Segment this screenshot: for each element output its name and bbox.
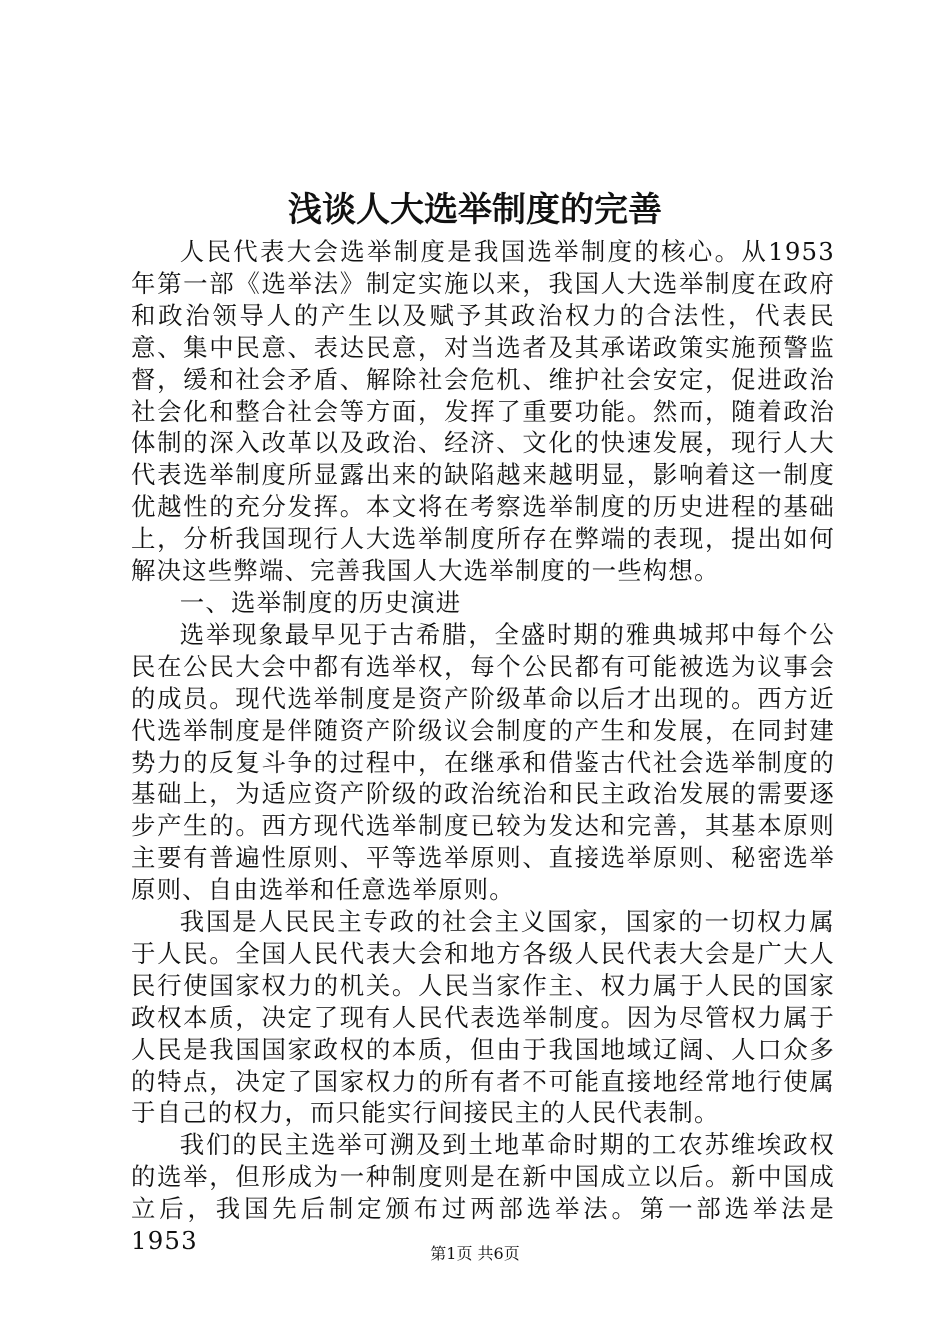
paragraph: 选举现象最早见于古希腊，全盛时期的雅典城邦中每个公民在公民大会中都有选举权，每个公民都有可能被选为议事会的成员。现代选举制度是资产阶级革命以后才出现的。西方近代选举制度是伴随资产阶级议会制度的产生和发展，在同封建势力的反复斗争的过程中，在继承和借鉴古代社会选举制度的基础上，为适应资产阶级的政治统治和民主政治发展的需要逐步产生的。西方现代选举制度已较为发达和完善，其基本原则主要有普遍性原则、平等选举原则、直接选举原则、秘密选举原则、自由选举和任意选举原则。 [131,619,835,905]
paragraph: 人民代表大会选举制度是我国选举制度的核心。从1953年第一部《选举法》制定实施以来，我国人大选举制度在政府和政治领导人的产生以及赋予其政治权力的合法性，代表民意、集中民意、表达民意，对当选者及其承诺政策实施预警监督，缓和社会矛盾、解除社会危机、维护社会安定，促进政治社会化和整合社会等方面，发挥了重要功能。然而，随着政治体制的深入改革以及政治、经济、文化的快速发展，现行人大代表选举制度所显露出来的缺陷越来越明显，影响着这一制度优越性的充分发挥。本文将在考察选举制度的历史进程的基础上，分析我国现行人大选举制度所存在弊端的表现，提出如何解决这些弊端、完善我国人大选举制度的一些构想。 [131,237,835,586]
page-footer: 第1页 共6页 [430,1244,520,1263]
document-body [131,236,835,1257]
paragraph: 我国是人民民主专政的社会主义国家，国家的一切权力属于人民。全国人民代表大会和地方各级人民代表大会是广大人民行使国家权力的机关。人民当家作主、权力属于人民的国家政权本质，决定了现有人民代表选举制度。因为尽管权力属于人民是我国国家政权的本质，但由于我国地域辽阔、人口众多的特点，决定了国家权力的所有者不可能直接地经常地行使属于自己的权力，而只能实行间接民主的人民代表制。 [131,907,835,1128]
paragraph: 我们的民主选举可溯及到土地革命时期的工农苏维埃政权的选举，但形成为一种制度则是在新中国成立以后。新中国成立后，我国先后制定颁布过两部选举法。第一部选举法是1953 [131,1130,835,1256]
document-title: 浅谈人大选举制度的完善 [288,190,662,230]
section-heading: 一、选举制度的历史演进 [179,587,462,617]
